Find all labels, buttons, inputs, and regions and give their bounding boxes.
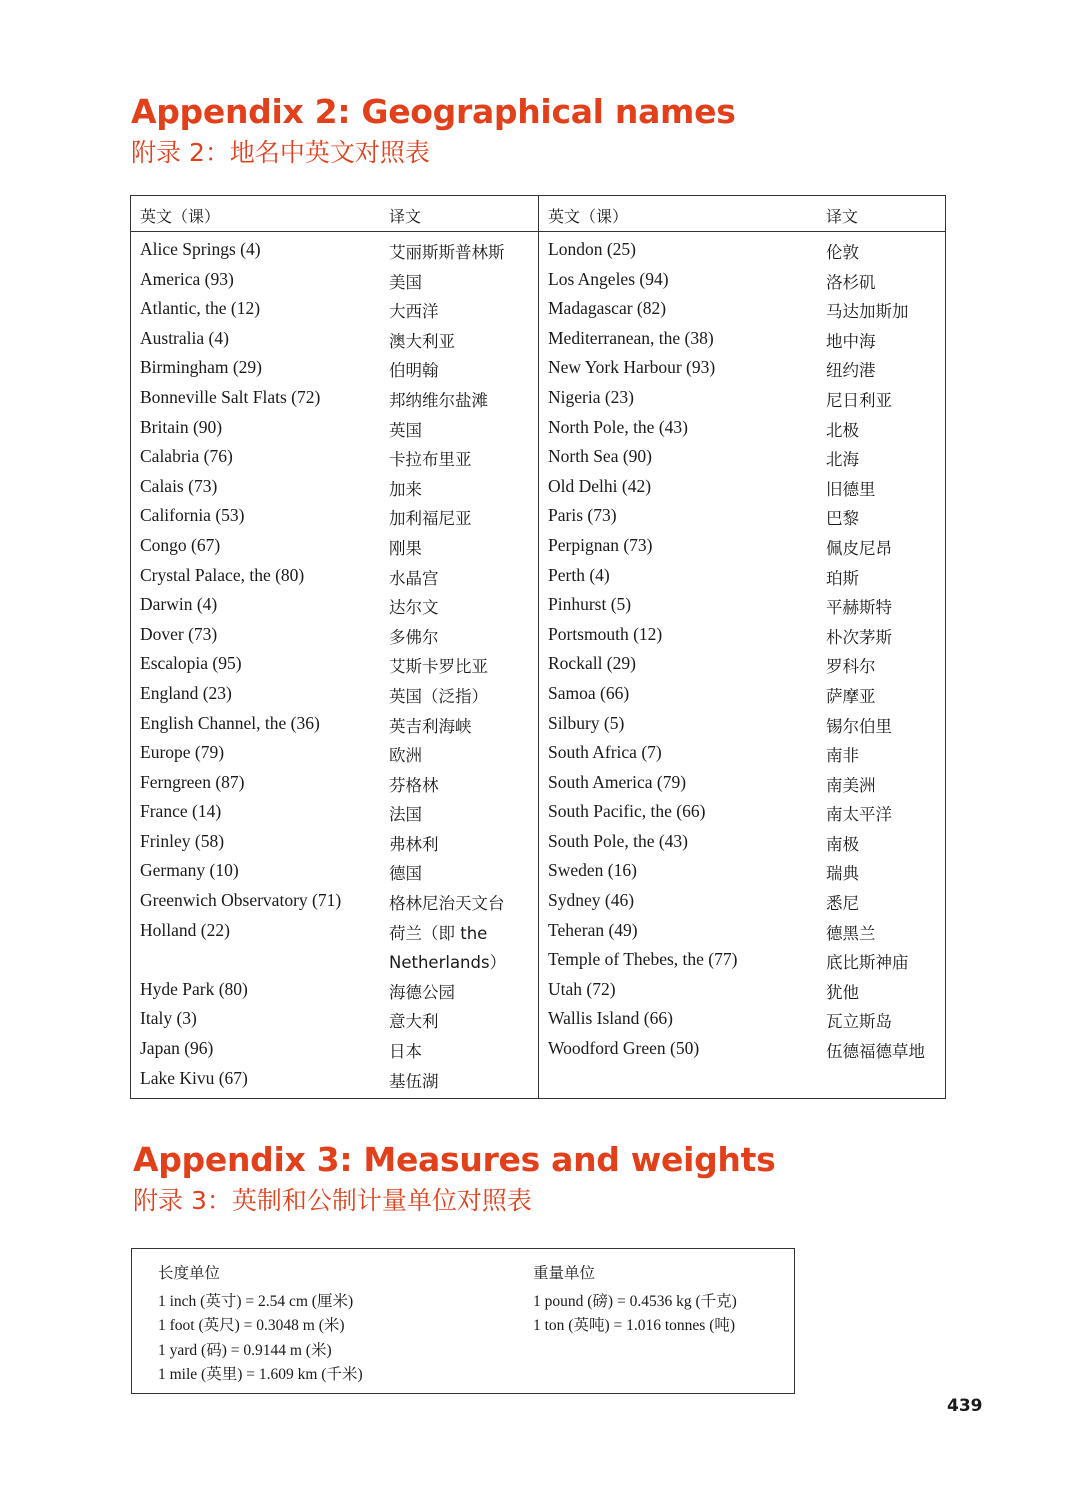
geo-row xyxy=(548,1008,943,1038)
translation: 尼日利亚 xyxy=(826,390,892,410)
geo-row xyxy=(140,328,535,358)
translation: 纽约港 xyxy=(826,361,876,381)
geo-row xyxy=(548,535,943,565)
weight-units-title: 重量单位 xyxy=(533,1264,596,1282)
geo-row xyxy=(140,801,535,831)
geo-row xyxy=(548,920,943,950)
translation: 萨摩亚 xyxy=(826,686,876,706)
translation: 伦敦 xyxy=(826,243,859,262)
right-header-english: 英文（课） xyxy=(548,207,629,226)
english-name: Madagascar (82) xyxy=(548,298,667,319)
translation: 澳大利亚 xyxy=(389,331,455,351)
geo-row xyxy=(140,742,535,772)
english-name: Calais (73) xyxy=(140,475,218,496)
geo-row xyxy=(140,860,535,890)
english-name: America (93) xyxy=(140,268,234,289)
english-name: Samoa (66) xyxy=(548,682,630,703)
english-name: Frinley (58) xyxy=(140,830,225,851)
geo-row xyxy=(548,387,943,417)
geo-row xyxy=(140,1008,535,1038)
english-name: Perpignan (73) xyxy=(548,534,653,555)
geo-row xyxy=(548,831,943,861)
geo-row xyxy=(548,801,943,831)
geo-row xyxy=(140,535,535,565)
length-item: 1 yard (码) = 0.9144 m (米) xyxy=(158,1341,332,1359)
translation: 加来 xyxy=(389,479,422,499)
translation: 南非 xyxy=(826,746,859,766)
translation: 卡拉布里亚 xyxy=(389,450,472,470)
translation: 英国 xyxy=(389,420,422,440)
english-name: Alice Springs (4) xyxy=(140,239,261,259)
translation: 加利福尼亚 xyxy=(389,509,472,529)
translation: 瓦立斯岛 xyxy=(826,1012,892,1032)
translation: 美国 xyxy=(389,272,422,292)
appendix3-title: Appendix 3: Measures and weights xyxy=(133,1140,776,1179)
english-name: Congo (67) xyxy=(140,534,221,555)
header-rule xyxy=(131,231,945,232)
translation: 珀斯 xyxy=(826,568,859,588)
english-name: Lake Kivu (67) xyxy=(140,1067,248,1088)
geo-row xyxy=(548,298,943,328)
translation: 达尔文 xyxy=(389,598,439,618)
english-name: England (23) xyxy=(140,682,232,703)
weight-item: 1 ton (英吨) = 1.016 tonnes (吨) xyxy=(533,1317,736,1335)
geo-row xyxy=(140,949,535,979)
geo-row xyxy=(548,653,943,683)
geo-row xyxy=(140,1038,535,1068)
translation: 地中海 xyxy=(826,331,876,351)
translation: 北海 xyxy=(826,450,859,470)
geo-row xyxy=(140,298,535,328)
english-name: Bonneville Salt Flats (72) xyxy=(140,386,321,407)
english-name: South America (79) xyxy=(548,771,687,792)
translation: 欧洲 xyxy=(389,746,422,766)
column-divider xyxy=(538,196,539,1098)
english-name: Greenwich Observatory (71) xyxy=(140,890,342,911)
geo-row xyxy=(548,269,943,299)
translation: 艾斯卡罗比亚 xyxy=(389,657,488,677)
english-name: Los Angeles (94) xyxy=(548,268,669,289)
translation: 荷兰（即 the xyxy=(389,923,488,943)
length-item: 1 foot (英尺) = 0.3048 m (米) xyxy=(158,1317,345,1335)
geo-row xyxy=(548,446,943,476)
page-number: 439 xyxy=(947,1396,983,1416)
geo-row xyxy=(548,505,943,535)
translation: 海德公园 xyxy=(389,982,455,1002)
english-name: South Pacific, the (66) xyxy=(548,801,706,822)
english-name: Paris (73) xyxy=(548,505,617,526)
geo-row xyxy=(140,653,535,683)
geo-row xyxy=(548,328,943,358)
english-name: Japan (96) xyxy=(140,1038,214,1059)
geo-row xyxy=(140,624,535,654)
english-name: France (14) xyxy=(140,801,222,822)
translation: 邦纳维尔盐滩 xyxy=(389,390,488,410)
length-item: 1 mile (英里) = 1.609 km (千米) xyxy=(158,1365,363,1383)
geo-row xyxy=(140,239,535,269)
english-name: Old Delhi (42) xyxy=(548,475,652,496)
translation: 德黑兰 xyxy=(826,923,876,943)
english-name: New York Harbour (93) xyxy=(548,357,716,378)
english-name: Escalopia (95) xyxy=(140,653,242,674)
geo-row xyxy=(548,772,943,802)
english-name: California (53) xyxy=(140,505,245,526)
translation: 南太平洋 xyxy=(826,805,892,825)
translation: 马达加斯加 xyxy=(826,302,909,322)
translation: 北极 xyxy=(826,420,859,440)
english-name: Portsmouth (12) xyxy=(548,623,663,644)
geo-row xyxy=(548,683,943,713)
geo-row xyxy=(140,505,535,535)
translation: 佩皮尼昂 xyxy=(826,538,892,558)
geo-row xyxy=(548,239,943,269)
english-name: Perth (4) xyxy=(548,564,610,585)
geo-row xyxy=(140,594,535,624)
english-name: Ferngreen (87) xyxy=(140,771,245,792)
english-name: Birmingham (29) xyxy=(140,357,262,378)
english-name: Sydney (46) xyxy=(548,890,635,911)
translation: 英吉利海峡 xyxy=(389,716,472,736)
geo-row xyxy=(548,357,943,387)
english-name: Temple of Thebes, the (77) xyxy=(548,949,738,970)
english-name: Teheran (49) xyxy=(548,919,638,940)
english-name: Silbury (5) xyxy=(548,712,625,733)
geo-row xyxy=(548,624,943,654)
geo-row xyxy=(140,269,535,299)
english-name: Pinhurst (5) xyxy=(548,594,632,615)
english-name: North Pole, the (43) xyxy=(548,416,688,437)
translation: 法国 xyxy=(389,805,422,825)
length-item: 1 inch (英寸) = 2.54 cm (厘米) xyxy=(158,1293,354,1310)
geographical-names-table xyxy=(130,195,946,1099)
english-name: South Pole, the (43) xyxy=(548,830,688,851)
translation: 格林尼治天文台 xyxy=(389,894,505,914)
geo-row xyxy=(140,446,535,476)
geo-row xyxy=(140,1068,535,1098)
appendix3-subtitle: 附录 3：英制和公制计量单位对照表 xyxy=(133,1186,532,1215)
translation: 旧德里 xyxy=(826,479,876,499)
translation: 锡尔伯里 xyxy=(826,716,892,736)
translation: 瑞典 xyxy=(826,864,859,884)
geo-row xyxy=(548,979,943,1009)
geo-row xyxy=(548,890,943,920)
translation: 英国（泛指） xyxy=(389,686,488,706)
english-name: Mediterranean, the (38) xyxy=(548,327,714,348)
appendix2-subtitle: 附录 2：地名中英文对照表 xyxy=(131,138,430,167)
geo-row xyxy=(548,713,943,743)
translation: 伍德福德草地 xyxy=(826,1042,925,1062)
right-header-translation: 译文 xyxy=(826,207,859,226)
translation: 弗林利 xyxy=(389,834,439,854)
english-name: Australia (4) xyxy=(140,327,229,348)
length-units xyxy=(158,1261,363,1386)
geo-row xyxy=(140,476,535,506)
translation: Netherlands） xyxy=(389,953,507,973)
english-name: Woodford Green (50) xyxy=(548,1038,700,1059)
english-name: Europe (79) xyxy=(140,742,225,763)
translation: 德国 xyxy=(389,864,422,884)
english-name: Britain (90) xyxy=(140,416,223,437)
translation: 南极 xyxy=(826,834,859,854)
english-name: Calabria (76) xyxy=(140,446,233,467)
english-name: London (25) xyxy=(548,239,636,259)
translation: 南美洲 xyxy=(826,775,876,795)
translation: 犹他 xyxy=(826,982,859,1002)
translation: 伯明翰 xyxy=(389,361,439,381)
geo-row xyxy=(140,920,535,950)
left-name-list xyxy=(140,239,535,1097)
translation: 基伍湖 xyxy=(389,1071,439,1091)
geo-row xyxy=(548,742,943,772)
translation: 日本 xyxy=(389,1042,422,1062)
geo-row xyxy=(140,417,535,447)
english-name: English Channel, the (36) xyxy=(140,712,320,733)
english-name: Holland (22) xyxy=(140,919,230,940)
weight-item: 1 pound (磅) = 0.4536 kg (千克) xyxy=(533,1293,737,1310)
geo-row xyxy=(548,417,943,447)
translation: 罗科尔 xyxy=(826,657,876,677)
english-name: Germany (10) xyxy=(140,860,239,881)
geo-row xyxy=(548,1038,943,1068)
translation: 底比斯神庙 xyxy=(826,953,909,973)
geo-row xyxy=(548,949,943,979)
measures-box xyxy=(131,1248,795,1394)
left-header-translation: 译文 xyxy=(389,207,422,226)
english-name: Atlantic, the (12) xyxy=(140,298,261,319)
english-name: Crystal Palace, the (80) xyxy=(140,564,305,585)
left-header-english: 英文（课） xyxy=(140,207,221,226)
english-name: Italy (3) xyxy=(140,1008,197,1029)
translation: 芬格林 xyxy=(389,775,439,795)
geo-row xyxy=(140,890,535,920)
geo-row xyxy=(140,772,535,802)
english-name: Darwin (4) xyxy=(140,594,218,615)
geo-row xyxy=(140,979,535,1009)
geo-row xyxy=(548,594,943,624)
translation: 水晶宫 xyxy=(389,568,439,588)
geo-row xyxy=(140,831,535,861)
english-name: Sweden (16) xyxy=(548,860,637,881)
length-units-title: 长度单位 xyxy=(158,1264,221,1282)
english-name: South Africa (7) xyxy=(548,742,662,763)
translation: 悉尼 xyxy=(826,894,859,914)
translation: 艾丽斯斯普林斯 xyxy=(389,243,505,262)
geo-row xyxy=(140,565,535,595)
weight-units xyxy=(533,1261,737,1338)
geo-row xyxy=(140,713,535,743)
english-name: Wallis Island (66) xyxy=(548,1008,673,1029)
english-name: Dover (73) xyxy=(140,623,218,644)
geo-row xyxy=(548,476,943,506)
translation: 巴黎 xyxy=(826,509,859,529)
translation: 大西洋 xyxy=(389,302,439,322)
english-name: Nigeria (23) xyxy=(548,386,635,407)
translation: 多佛尔 xyxy=(389,627,439,647)
english-name: Rockall (29) xyxy=(548,653,636,674)
english-name: Utah (72) xyxy=(548,978,616,999)
geo-row xyxy=(548,565,943,595)
translation: 意大利 xyxy=(389,1012,439,1032)
translation: 刚果 xyxy=(389,538,422,558)
geo-row xyxy=(548,860,943,890)
right-name-list xyxy=(548,239,943,1068)
english-name: Hyde Park (80) xyxy=(140,978,248,999)
english-name: North Sea (90) xyxy=(548,446,653,467)
translation: 朴次茅斯 xyxy=(826,627,892,647)
translation: 平赫斯特 xyxy=(826,598,892,618)
geo-row xyxy=(140,387,535,417)
geo-row xyxy=(140,357,535,387)
translation: 洛杉矶 xyxy=(826,272,876,292)
geo-row xyxy=(140,683,535,713)
appendix2-title: Appendix 2: Geographical names xyxy=(131,92,736,131)
